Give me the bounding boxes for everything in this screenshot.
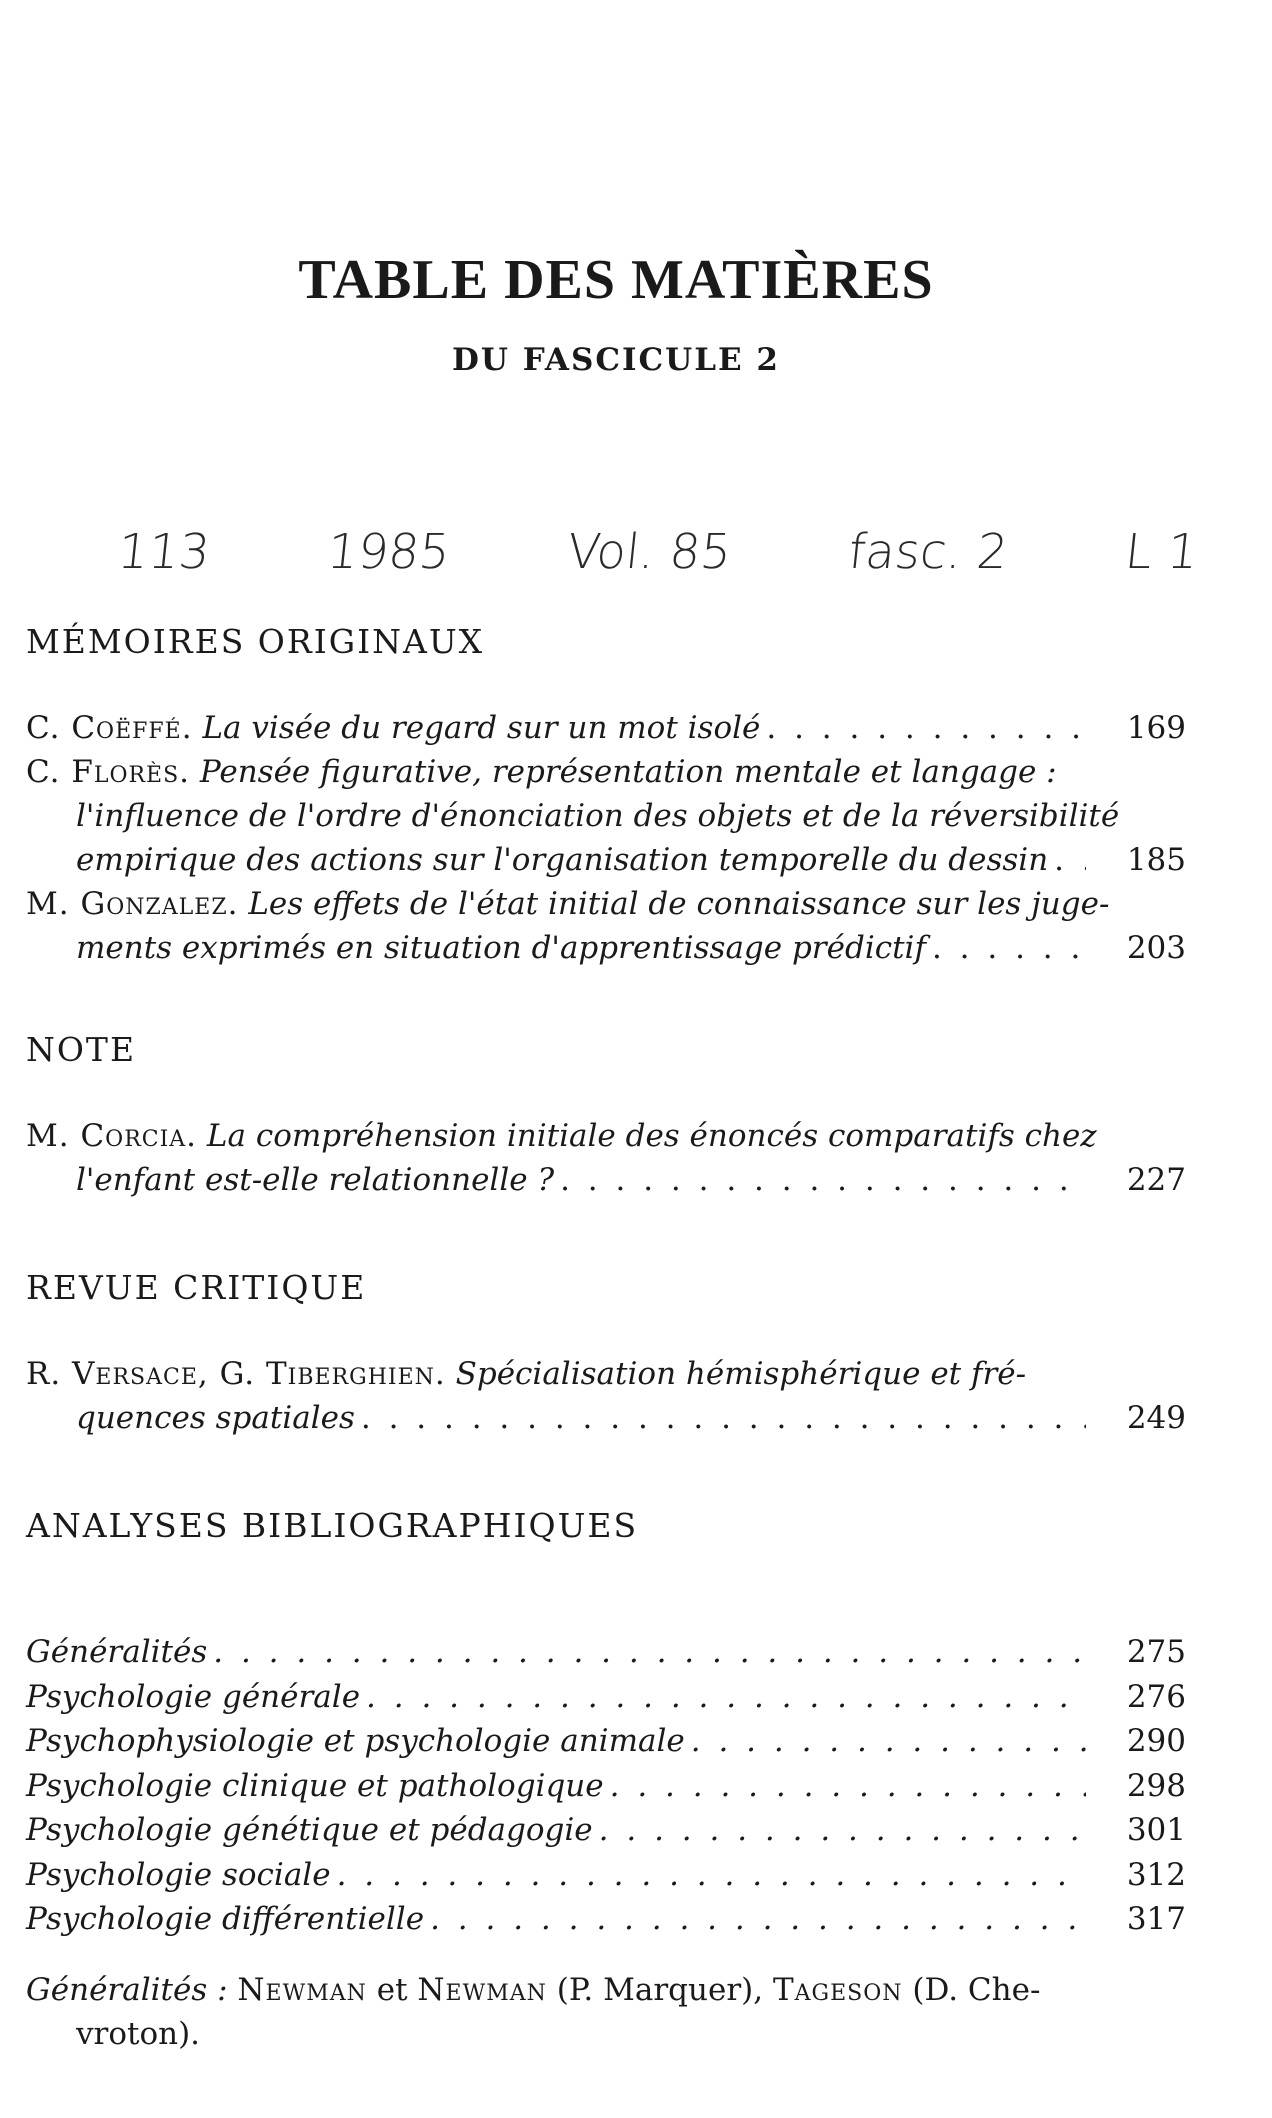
analysis-page-number: 290: [1126, 1723, 1186, 1759]
entry-title-line: Pensée figurative, représentation mentale et langage :: [199, 754, 1057, 790]
analysis-label: Psychologie génétique et pédagogie: [26, 1812, 593, 1848]
entry-page-number: 227: [1126, 1162, 1186, 1198]
entry-title-line: l'enfant est-elle relationnelle ?: [76, 1162, 555, 1198]
leader-dots: [1054, 838, 1086, 882]
page-subtitle: DU FASCICULE 2: [451, 342, 780, 378]
leader-dots: [213, 1630, 1086, 1674]
leader-dots: [766, 706, 1086, 750]
footnote-author: Newman: [417, 1972, 547, 2008]
analysis-page-number: 275: [1126, 1634, 1186, 1670]
section-heading-analyses: ANALYSES BIBLIOGRAPHIQUES: [26, 1506, 639, 1545]
analysis-page-number: 276: [1126, 1678, 1186, 1715]
analysis-label: Psychophysiologie et psychologie animale: [26, 1723, 685, 1759]
leader-dots: [560, 1158, 1086, 1202]
analysis-page-number: 301: [1126, 1812, 1186, 1848]
entry-title-line: La compréhension initiale des énoncés comparatifs chez: [206, 1118, 1097, 1154]
list-item: [26, 1675, 1186, 1720]
list-item: [26, 1719, 1186, 1764]
analysis-label: Psychologie clinique et pathologique: [26, 1767, 604, 1804]
analysis-label: Psychologie générale: [26, 1678, 361, 1715]
handwritten-annotation: [115, 502, 1201, 612]
leader-dots: [599, 1808, 1086, 1852]
leader-dots: [691, 1719, 1086, 1763]
leader-dots: [361, 1396, 1086, 1440]
list-item: [26, 1764, 1186, 1809]
entry-title-line: ments exprimés en situation d'apprentissage prédictif: [76, 930, 926, 966]
list-item: [26, 1808, 1186, 1853]
entry-author: R. Versace, G. Tiberghien.: [26, 1356, 446, 1392]
toc-entry-flores: [26, 750, 1186, 882]
section-heading-revue: REVUE CRITIQUE: [26, 1268, 367, 1307]
entry-page-number: 249: [1126, 1400, 1186, 1436]
leader-dots: [610, 1764, 1086, 1808]
list-item: [26, 1630, 1186, 1675]
footnote-reviewer-continued: vroton).: [76, 2016, 201, 2052]
footnote-reviewer: (D. Che-: [912, 1972, 1041, 2008]
leader-dots: [366, 1675, 1086, 1719]
list-item: [26, 1897, 1186, 1942]
footnote-conjunction: et: [376, 1972, 408, 2008]
entry-title-line: La visée du regard sur un mot isolé: [202, 710, 761, 746]
entry-page-number: 185: [1126, 842, 1186, 878]
entry-title-line: Spécialisation hémisphérique et fré-: [455, 1356, 1027, 1392]
leader-dots: [337, 1853, 1086, 1897]
leader-dots: [932, 926, 1086, 970]
analysis-label: Psychologie différentielle: [26, 1901, 425, 1937]
entry-title-line: Les effets de l'état initial de connaissance sur les juge-: [248, 886, 1110, 922]
footnote-reviewer: (P. Marquer),: [556, 1972, 764, 2008]
toc-entry-corcia: [26, 1114, 1186, 1202]
footnote-generalites: [26, 1968, 1186, 2056]
entry-author: C. Florès.: [26, 754, 191, 790]
toc-entry-versace: [26, 1352, 1186, 1440]
handwritten-number: 113: [115, 524, 213, 580]
analysis-page-number: 317: [1126, 1901, 1186, 1937]
entry-title-line: l'influence de l'ordre d'énonciation des objets et de la réversibilité: [76, 798, 1120, 834]
analyses-list: [26, 1630, 1186, 1942]
section-heading-memoires: MÉMOIRES ORIGINAUX: [26, 622, 485, 661]
entry-title-line: quences spatiales: [76, 1400, 355, 1436]
entry-page-number: 169: [1126, 710, 1186, 746]
footnote-label: Généralités :: [26, 1972, 228, 2008]
handwritten-volume: Vol. 85: [564, 524, 734, 580]
analysis-page-number: 298: [1126, 1767, 1186, 1804]
page-title: TABLE DES MATIÈRES: [298, 249, 934, 311]
section-heading-note: NOTE: [26, 1030, 137, 1069]
analysis-page-number: 312: [1126, 1856, 1186, 1893]
leader-dots: [430, 1897, 1086, 1941]
entry-page-number: 203: [1126, 930, 1186, 966]
handwritten-code: L 1: [1122, 524, 1201, 580]
handwritten-fascicle: fasc. 2: [845, 524, 1011, 580]
entry-title-line: empirique des actions sur l'organisation temporelle du dessin: [76, 842, 1049, 878]
list-item: [26, 1853, 1186, 1898]
entry-author: M. Gonzalez.: [26, 886, 239, 922]
toc-entry-gonzalez: [26, 882, 1186, 970]
footnote-author: Newman: [237, 1972, 367, 2008]
footnote-author: Tageson: [772, 1972, 903, 2008]
analysis-label: Psychologie sociale: [26, 1856, 331, 1893]
analysis-label: Généralités: [26, 1634, 208, 1670]
toc-entry-coeffe: [26, 706, 1186, 750]
entry-author: C. Coëffé.: [26, 710, 193, 746]
entry-author: M. Corcia.: [26, 1118, 198, 1154]
handwritten-year: 1985: [324, 524, 453, 580]
